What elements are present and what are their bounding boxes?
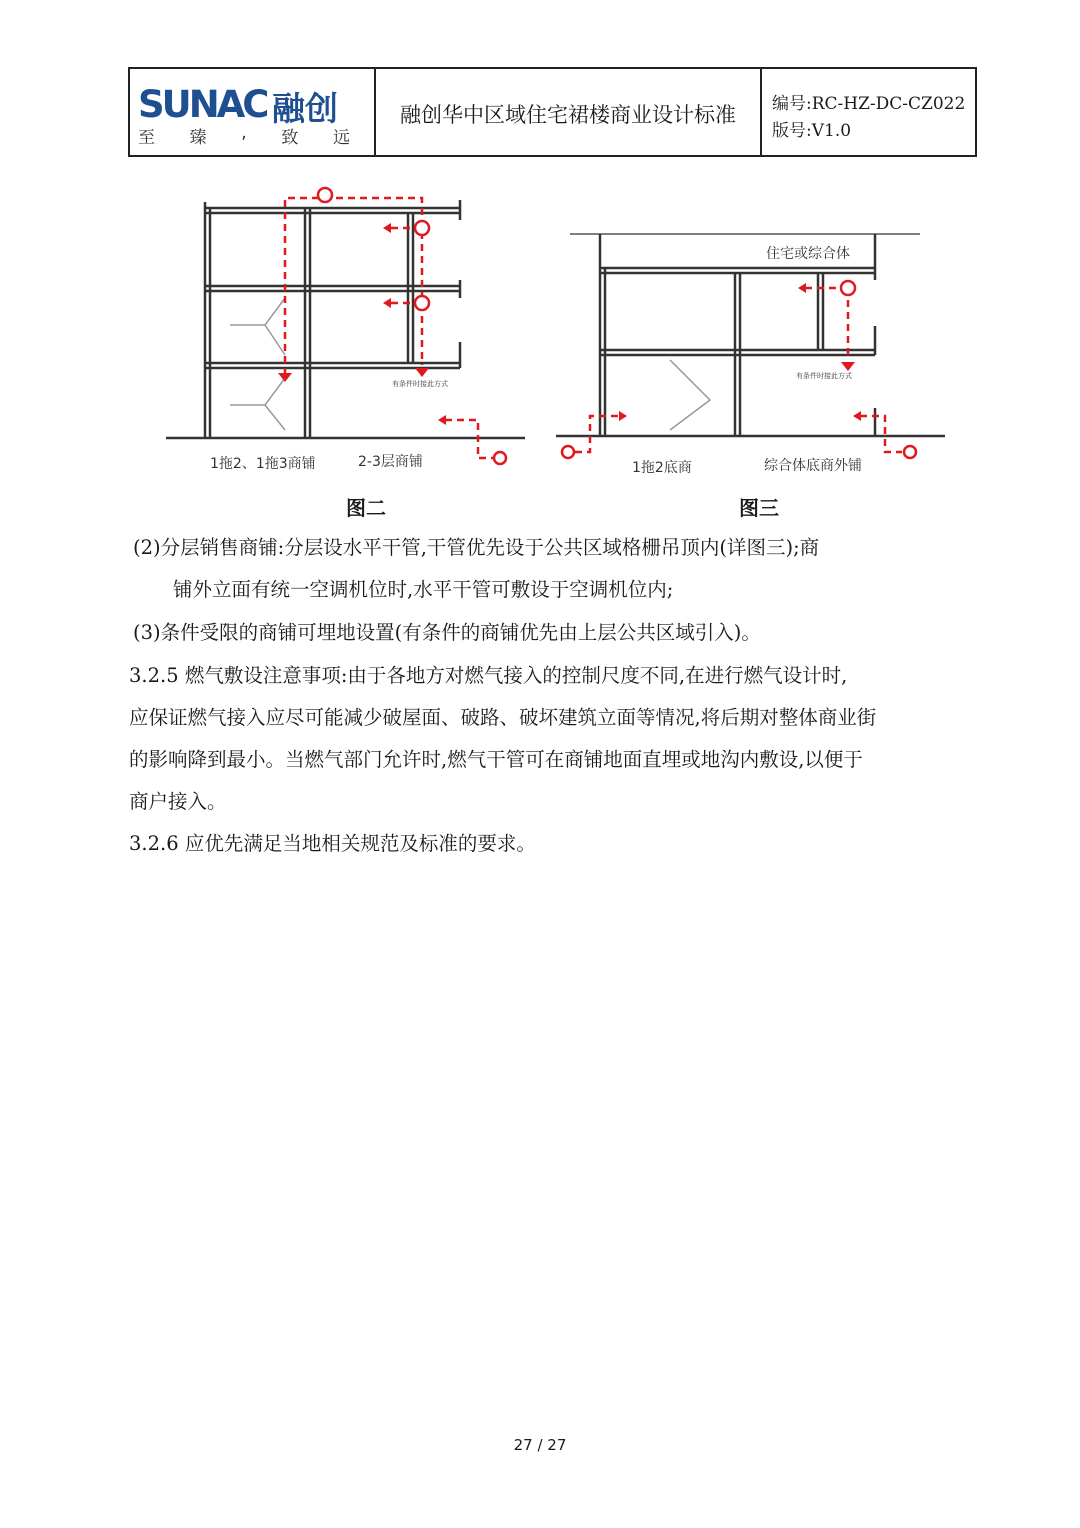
figure-3-caption: 图三 [739, 496, 779, 520]
fig2-label-left: 1拖2、1拖3商铺 [210, 456, 316, 472]
figure-2 [160, 180, 540, 480]
logo-cell [130, 69, 376, 155]
logo-slogan [138, 123, 350, 148]
meta-cell [762, 69, 975, 155]
slogan-char: , [241, 123, 247, 143]
building-outline [556, 234, 945, 436]
paragraph-line: (2)分层销售商铺:分层设水平干管,干管优先设于公共区域格栅吊顶内(详图三);商 [133, 536, 820, 559]
gas-pipe-lines [285, 198, 495, 458]
stair-lines [670, 360, 710, 430]
slogan-char: 远 [332, 128, 350, 148]
fig3-top-label: 住宅或综合体 [766, 246, 850, 262]
title-cell [376, 69, 762, 155]
paragraph-line: 的影响降到最小。当燃气部门允许时,燃气干管可在商铺地面直埋或地沟内敷设,以便于 [129, 748, 863, 771]
document-version: 版号:V1.0 [772, 121, 852, 141]
figure-2-diagram [160, 180, 540, 480]
figure-3-diagram [550, 220, 950, 482]
fig3-label-right: 综合体底商外铺 [764, 458, 862, 474]
fig3-note: 有条件时接此方式 [796, 372, 852, 380]
fig2-note: 有条件时接此方式 [392, 380, 448, 388]
paragraph-line: 铺外立面有统一空调机位时,水平干管可敷设于空调机位内; [173, 578, 674, 601]
figure-3 [550, 220, 950, 482]
document-title: 融创华中区域住宅裙楼商业设计标准 [400, 103, 736, 127]
sunac-logo: SUNAC [138, 83, 267, 126]
paragraph-line: 商户接入。 [129, 790, 227, 813]
fig3-label-left: 1拖2底商 [632, 460, 692, 476]
slogan-char: 臻 [189, 128, 207, 148]
slogan-char: 致 [281, 128, 299, 148]
fig2-label-right: 2-3层商铺 [358, 454, 423, 470]
building-outline [166, 200, 525, 438]
document-code: 编号:RC-HZ-DC-CZ022 [772, 94, 966, 114]
paragraph-line: 3.2.6 应优先满足当地相关规范及标准的要求。 [129, 832, 536, 855]
paragraph-line: 3.2.5 燃气敷设注意事项:由于各地方对燃气接入的控制尺度不同,在进行燃气设计时, [129, 664, 848, 687]
gas-pipe-lines [575, 288, 902, 452]
document-header [128, 67, 977, 157]
figure-2-caption: 图二 [346, 496, 386, 520]
slogan-char: 至 [138, 128, 155, 148]
paragraph-line: 应保证燃气接入应尽可能减少破屋面、破路、破坏建筑立面等情况,将后期对整体商业街 [129, 706, 877, 729]
page-number: 27 / 27 [513, 1436, 567, 1454]
arrow-icons [278, 223, 446, 425]
sunac-logo-cn: 融创 [272, 89, 338, 128]
paragraph-line: (3)条件受限的商铺可埋地设置(有条件的商铺优先由上层公共区域引入)。 [133, 621, 761, 644]
